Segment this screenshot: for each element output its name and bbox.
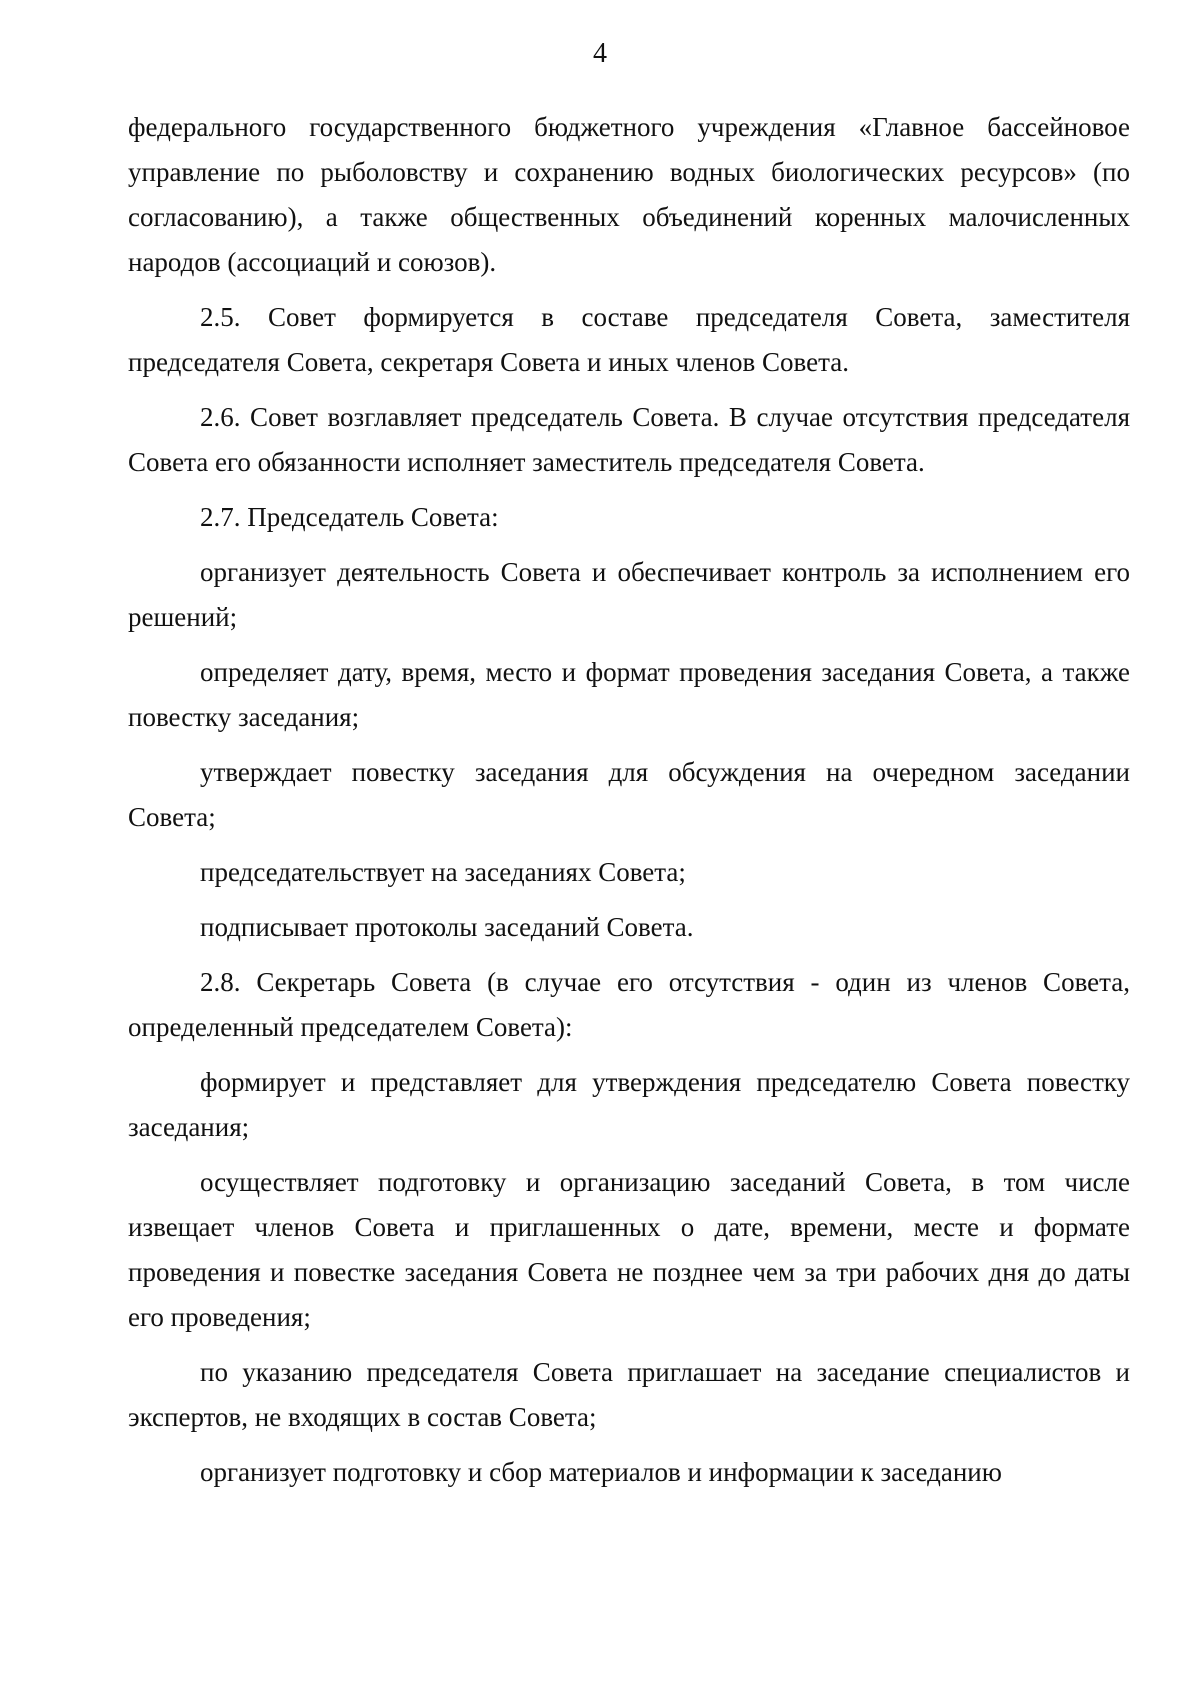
chairman-duty-organizes: организует деятельность Совета и обеспечивает контроль за исполнением его решений; [128, 557, 1130, 632]
paragraph-2-6: 2.6. Совет возглавляет председатель Совета. В случае отсутствия председателя Совета его обязанности исполняет заместитель председателя Совета. [128, 402, 1130, 477]
document-body [128, 105, 1130, 1505]
chairman-duty-presides: председательствует на заседаниях Совета; [200, 857, 686, 887]
secretary-duty-prepares-meetings: осуществляет подготовку и организацию заседаний Совета, в том числе извещает членов Совета и приглашенных о дате, времени, месте и формате проведения и повестке заседания Совета не позднее чем за три рабочих дня до даты его проведения; [128, 1167, 1130, 1332]
paragraph-continuation: федерального государственного бюджетного учреждения «Главное бассейновое управление по рыболовству и сохранению водных биологических ресурсов» (по согласованию), а также общественных объединений коренных малочисленных народов (ассоциаций и союзов). [128, 112, 1130, 277]
paragraph-2-7-heading: 2.7. Председатель Совета: [200, 502, 499, 532]
secretary-duty-forms-agenda: формирует и представляет для утверждения председателю Совета повестку заседания; [128, 1067, 1130, 1142]
chairman-duty-signs: подписывает протоколы заседаний Совета. [200, 912, 694, 942]
paragraph-2-5: 2.5. Совет формируется в составе председателя Совета, заместителя председателя Совета, секретаря Совета и иных членов Совета. [128, 302, 1130, 377]
secretary-duty-collects-materials: организует подготовку и сбор материалов и информации к заседанию [200, 1457, 1002, 1487]
page-number: 4 [593, 38, 607, 69]
chairman-duty-approves: утверждает повестку заседания для обсуждения на очередном заседании Совета; [128, 757, 1130, 832]
chairman-duty-determines: определяет дату, время, место и формат проведения заседания Совета, а также повестку заседания; [128, 657, 1130, 732]
secretary-duty-invites-experts: по указанию председателя Совета приглашает на заседание специалистов и экспертов, не входящих в состав Совета; [128, 1357, 1130, 1432]
paragraph-2-8: 2.8. Секретарь Совета (в случае его отсутствия - один из членов Совета, определенный председателем Совета): [128, 967, 1130, 1042]
